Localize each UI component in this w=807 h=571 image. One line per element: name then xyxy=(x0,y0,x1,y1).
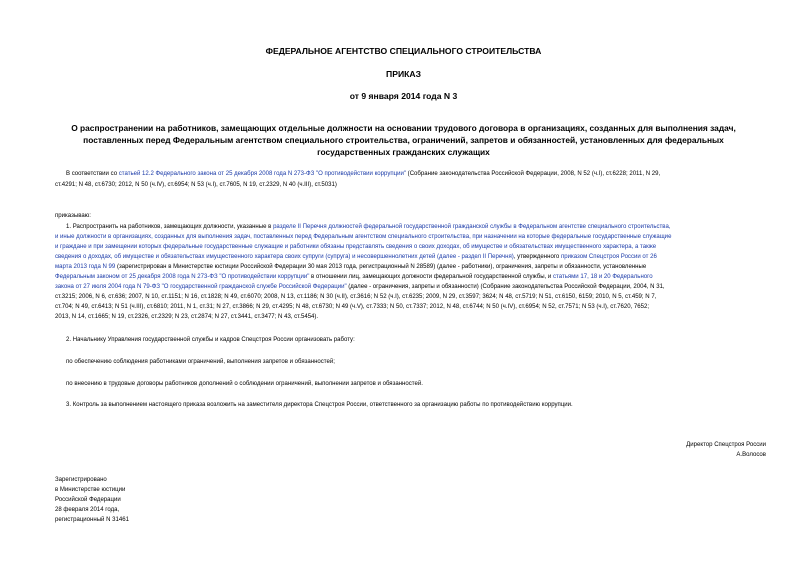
agency-name: ФЕДЕРАЛЬНОЕ АГЕНТСТВО СПЕЦИАЛЬНОГО СТРОИТЕЛЬСТВА xyxy=(265,46,542,56)
list-section-2-link-cont[interactable]: сведения о доходах, об имуществе и обязательствах имущественного характера своих супруги (супруга) и несовершеннолетних детей (далее - раздел II Перечня) xyxy=(55,254,514,260)
signatory-name: А.Волосов xyxy=(736,452,766,458)
law-link-273fz-art12-2[interactable]: статьей 12.2 Федерального закона от 25 декабря 2008 года N 273-ФЗ "О противодействии коррупции" xyxy=(118,171,406,177)
signature-block xyxy=(686,440,766,460)
law-273fz-link[interactable]: Федеральным законом от 25 декабря 2008 года N 273-ФЗ "О противодействии коррупции" xyxy=(55,274,310,280)
list-section-2-link[interactable]: разделе II Перечня должностей федеральной государственной гражданской службы в Федеральном агентстве специального строительства, xyxy=(273,224,671,230)
item-2-point-b: по внесению в трудовые договоры работников дополнений о соблюдении ограничений, выполнении запретов и обязанностей. xyxy=(66,381,423,387)
document-title: О распространении на работников, замещающих отдельные должности на основании трудового договора в организациях, созданных для выполнения задач, поставленных перед Федеральным агентством специального строительства, ограничений, запретов и обязанностей, установленных для федеральных государственных гражданских служащих xyxy=(71,123,736,157)
list-section-2-link-cont[interactable]: и граждане и при замещении которых федеральные государственные служащие и работники обязаны представлять сведения о своих доходах, об имуществе и обязательствах имущественного характера, а также xyxy=(55,244,657,250)
document-date-number: от 9 января 2014 года N 3 xyxy=(349,91,458,101)
list-section-2-link-cont[interactable]: и иные должности в организациях, созданных для выполнения задач, поставленных перед Федеральным агентством специального строительства, при назначении на которые федеральные государственные служащие xyxy=(55,234,672,240)
preamble-line-1: В соответствии со статьей 12.2 Федерального закона от 25 декабря 2008 года N 273-ФЗ "О противодействии коррупции" (Собрание законодательства Российской Федерации, 2008, N 52 (ч.I), ст.6228; 2011, N 29, xyxy=(66,171,661,177)
signatory-position: Директор Спецстроя России xyxy=(686,442,766,448)
order-99-link-cont[interactable]: марта 2013 года N 99 xyxy=(55,264,116,270)
law-79fz-articles-link[interactable]: статьями 17, 18 и 20 Федерального xyxy=(553,274,653,280)
document-type: ПРИКАЗ xyxy=(386,69,421,79)
item-2-intro: 2. Начальнику Управления государственной службы и кадров Спецстроя России организовать работу: xyxy=(66,337,355,343)
order-99-link[interactable]: приказом Спецстроя России от 26 xyxy=(560,254,657,260)
item-3-paragraph: 3. Контроль за выполнением настоящего приказа возложить на заместителя директора Спецстроя России, ответственного за организацию работы по противодействию коррупции. xyxy=(66,402,573,408)
preamble-line-2: ст.4291; N 48, ст.6730; 2012, N 50 (ч.IV), ст.6954; N 53 (ч.I), ст.7605, N 19, ст.2329, N 40 (ч.III), ст.5031) xyxy=(55,182,337,188)
order-word: приказываю: xyxy=(55,213,91,219)
law-79fz-link[interactable]: закона от 27 июля 2004 года N 79-ФЗ "О государственной гражданской службе Российской Федерации" xyxy=(55,284,347,290)
item-1-paragraph: 1. Распространить на работников, замещающих должности, указанные в разделе II Перечня должностей федеральной государственной гражданской службы в Федеральном агентстве специального строительства, и иные должности в организациях, созданных для выполнения задач, поставленных перед Федеральным агентством специального строительства, при назначении на которые федеральные государственные служащие и граждане и при замещении которых федеральные государственные служащие и работники обязаны представлять сведения о своих доходах, об имуществе и обязательствах имущественного характера, а также сведения о доходах, об имуществе и обязательствах имущественного характера своих супруги (супруга) и несовершеннолетних детей (далее - раздел II Перечня), утвержденного приказом Спецстроя России от 26 марта 2013 года N 99 (зарегистрирован в Министерстве юстиции Российской Федерации 30 мая 2013 года, регистрационный N 28589) (далее - работники), ограничения, запреты и обязанности, установленные Федеральным законом от 25 декабря 2008 года N 273-ФЗ "О противодействии коррупции" в отношении лиц, замещающих должности федеральной государственной службы, и статьями 17, 18 и 20 Федерального закона от 27 июля 2004 года N 79-ФЗ "О государственной гражданской службе Российской Федерации" (далее - ограничения, запреты и обязанности) (Собрание законодательства Российской Федерации, 2004, N 31, ст.3215; 2006, N 6, ст.636; 2007, N 10, ст.1151; N 16, ст.1828; N 49, ст.6070; 2008, N 13, ст.1186; N 30 (ч.II), ст.3616; N 52 (ч.I), ст.6235; 2009, N 29, ст.3597; 3624; N 48, ст.5719; N 51, ст.6150, 6159; 2010, N 5, ст.459; N 7, ст.704; N 49, ст.6413; N 51 (ч.III), ст.6810; 2011, N 1, ст.31; N 27, ст.3866; N 29, ст.4295; N 48, ст.6730; N 49 (ч.V), ст.7333; N 50, ст.7337; 2012, N 48, ст.6744; N 50 (ч.IV), ст.6954; N 52, ст.7571; N 53 (ч.I), ст.7620, 7652; 2013, N 14, ст.1665; N 19, ст.2326, ст.2329; N 23, ст.2874; N 27, ст.3441, ст.3477; N 43, ст.5454). xyxy=(55,224,672,320)
item-2-point-a: по обеспечению соблюдения работниками ограничений, выполнения запретов и обязанностей; xyxy=(66,359,335,365)
registration-block: Зарегистрировано в Министерстве юстиции Российской Федерации 28 февраля 2014 года, регистрационный N 31461 xyxy=(55,477,129,523)
